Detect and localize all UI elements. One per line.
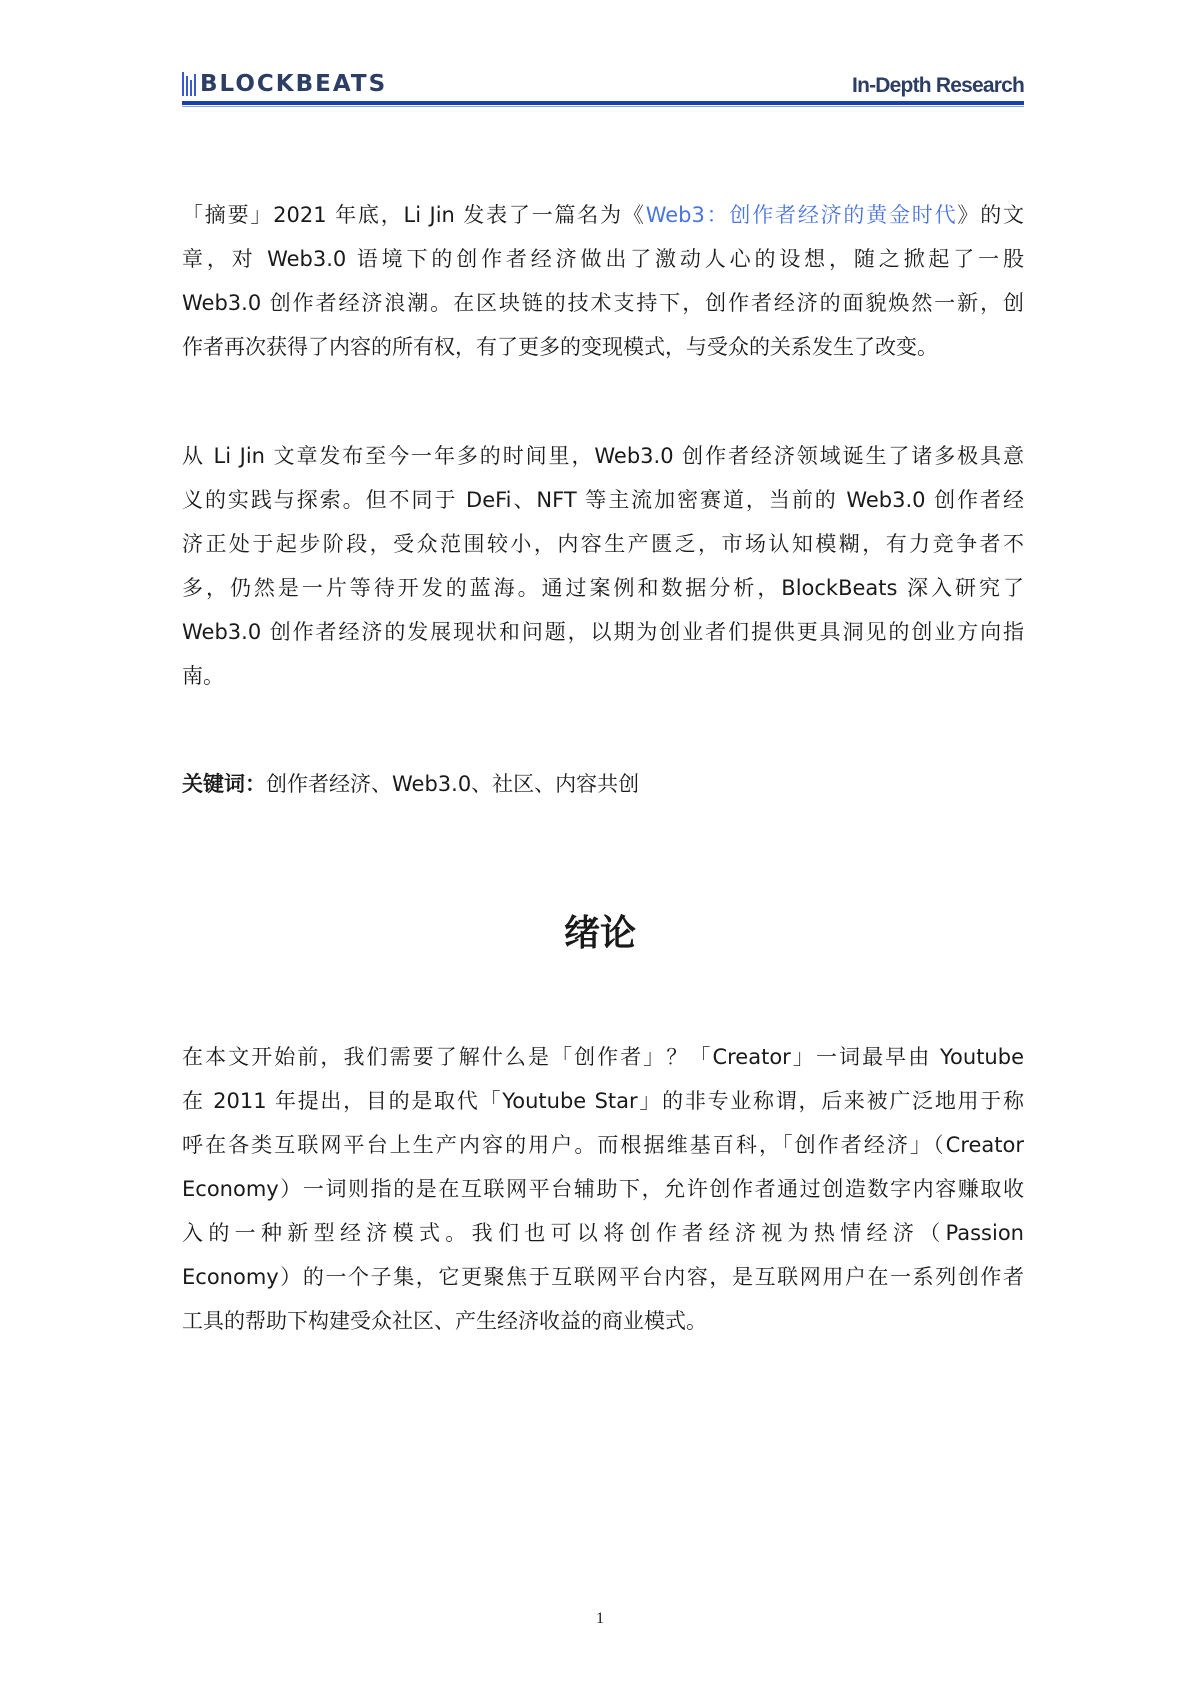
intro-line: 南。: [182, 664, 224, 688]
abstract-line: 作者再次获得了内容的所有权，有了更多的变现模式，与受众的关系发生了改变。: [182, 335, 938, 359]
section-line: 工具的帮助下构建受众社区、产生经济收益的商业模式。: [182, 1309, 707, 1333]
abstract-text: 「摘要」2021 年底，Li Jin 发表了一篇名为《: [182, 203, 646, 227]
header-rule: [182, 101, 1024, 105]
section-line: 呼在各类互联网平台上生产内容的用户。而根据维基百科，「创作者经济」（Creator: [182, 1133, 1024, 1157]
section-line: 在 2011 年提出，目的是取代「Youtube Star」的非专业称谓，后来被广泛地用于称: [182, 1089, 1024, 1113]
abstract-text: 》的文: [957, 203, 1024, 227]
page-number: 1: [596, 1610, 604, 1627]
abstract-line: Web3.0 创作者经济浪潮。在区块链的技术支持下，创作者经济的面貌焕然一新，创: [182, 291, 1024, 315]
section-line: 在本文开始前，我们需要了解什么是「创作者」？「Creator」一词最早由 Youtube: [182, 1045, 1024, 1069]
abstract-line: [182, 193, 1024, 237]
section-paragraph: [182, 1035, 1024, 1343]
intro-paragraph: [182, 434, 1024, 698]
article-link[interactable]: Web3：创作者经济的黄金时代: [645, 203, 958, 227]
keywords-label: 关键词：: [182, 772, 266, 796]
keywords-value: 创作者经济、Web3.0、社区、内容共创: [266, 772, 640, 796]
intro-line: 多，仍然是一片等待开发的蓝海。通过案例和数据分析，BlockBeats 深入研究了: [182, 576, 1024, 600]
blockbeats-logo: [182, 70, 387, 98]
section-title: 绪论: [563, 913, 636, 954]
keywords: [182, 762, 1024, 806]
intro-line: Web3.0 创作者经济的发展现状和问题，以期为创业者们提供更具洞见的创业方向指: [182, 620, 1024, 644]
section-line: Economy）一词则指的是在互联网平台辅助下，允许创作者通过创造数字内容赚取收: [182, 1177, 1024, 1201]
header-tagline: In-Depth Research: [852, 74, 1024, 97]
section-line: 入的一种新型经济模式。我们也可以将创作者经济视为热情经济（Passion: [182, 1221, 1024, 1245]
header-rule-thin: [182, 106, 1024, 107]
intro-line: 济正处于起步阶段，受众范围较小，内容生产匮乏，市场认知模糊，有力竞争者不: [182, 532, 1024, 556]
logo-text: BLOCKBEATS: [200, 71, 388, 97]
abstract-paragraph: [182, 193, 1024, 369]
intro-line: 义的实践与探索。但不同于 DeFi、NFT 等主流加密赛道，当前的 Web3.0 创作者经: [182, 488, 1024, 512]
intro-line: 从 Li Jin 文章发布至今一年多的时间里，Web3.0 创作者经济领域诞生了诸多极具意: [182, 444, 1024, 468]
abstract-line: 章，对 Web3.0 语境下的创作者经济做出了激动人心的设想，随之掀起了一股: [182, 247, 1024, 271]
logo-bars-icon: [182, 72, 196, 96]
section-line: Economy）的一个子集，它更聚焦于互联网平台内容，是互联网用户在一系列创作者: [182, 1265, 1024, 1289]
